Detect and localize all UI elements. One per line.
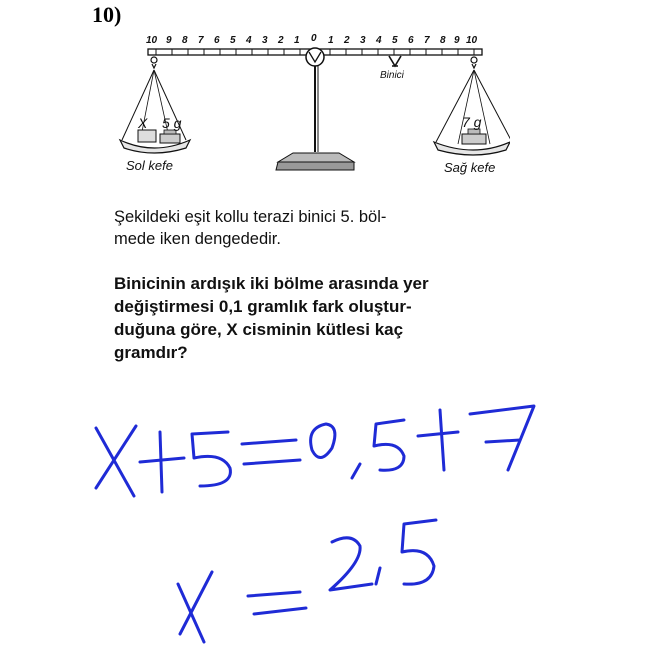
scale-left-tick: 1 — [294, 35, 300, 46]
question-line: değiştirmesi 0,1 gramlık fark oluştur- — [114, 297, 412, 316]
scale-right-tick: 3 — [360, 35, 366, 46]
scale-left-tick: 4 — [246, 35, 252, 46]
handwriting-line-2 — [178, 520, 436, 642]
problem-statement — [114, 206, 544, 250]
scale-left-tick: 8 — [182, 35, 188, 46]
scale-right-tick: 4 — [376, 35, 382, 46]
scale-right-tick: 5 — [392, 35, 398, 46]
scale-left-tick: 9 — [166, 35, 172, 46]
pivot-head — [306, 48, 324, 152]
question-line: gramdır? — [114, 343, 188, 362]
scale-left-tick: 5 — [230, 35, 236, 46]
question-line: duğuna göre, X cisminin kütlesi kaç — [114, 320, 404, 339]
question-number: 10) — [92, 2, 122, 27]
question-prompt — [114, 272, 544, 364]
statement-line: mede iken dengededir. — [114, 230, 281, 248]
rider-weight — [380, 56, 405, 81]
rider-label: Binici — [380, 70, 404, 81]
balance-scale-diagram — [118, 30, 510, 190]
scale-right-tick: 9 — [454, 35, 460, 46]
scale-left-tick: 3 — [262, 35, 268, 46]
left-object-label: X — [138, 115, 148, 131]
left-pan-label: Sol kefe — [126, 158, 173, 173]
right-pan — [434, 57, 510, 175]
handwriting-line-1 — [96, 406, 534, 496]
question-line: Binicinin ardışık iki bölme arasında yer — [114, 274, 429, 293]
statement-line: Şekildeki eşit kollu terazi binici 5. böl- — [114, 208, 387, 226]
scale-left-tick: 10 — [146, 35, 158, 46]
scale-left-tick: 7 — [198, 35, 204, 46]
scale-left-tick: 6 — [214, 35, 220, 46]
scale-right-tick: 8 — [440, 35, 446, 46]
scale-left-tick: 2 — [278, 35, 284, 46]
scale-right-tick: 2 — [344, 35, 350, 46]
scale-right-tick: 10 — [466, 35, 478, 46]
right-pan-label: Sağ kefe — [444, 160, 496, 175]
right-weight-label: 7 g — [462, 114, 482, 130]
scale-right-tick: 1 — [328, 35, 334, 46]
left-pan — [120, 57, 190, 173]
left-weight-label: 5 g — [162, 115, 182, 131]
scale-right-tick: 6 — [408, 35, 414, 46]
scale-right-tick: 7 — [424, 35, 430, 46]
scale-center-tick: 0 — [311, 33, 317, 44]
beam-scale-numbers — [146, 33, 478, 46]
balance-figure — [118, 30, 510, 190]
stand-base — [276, 153, 354, 170]
